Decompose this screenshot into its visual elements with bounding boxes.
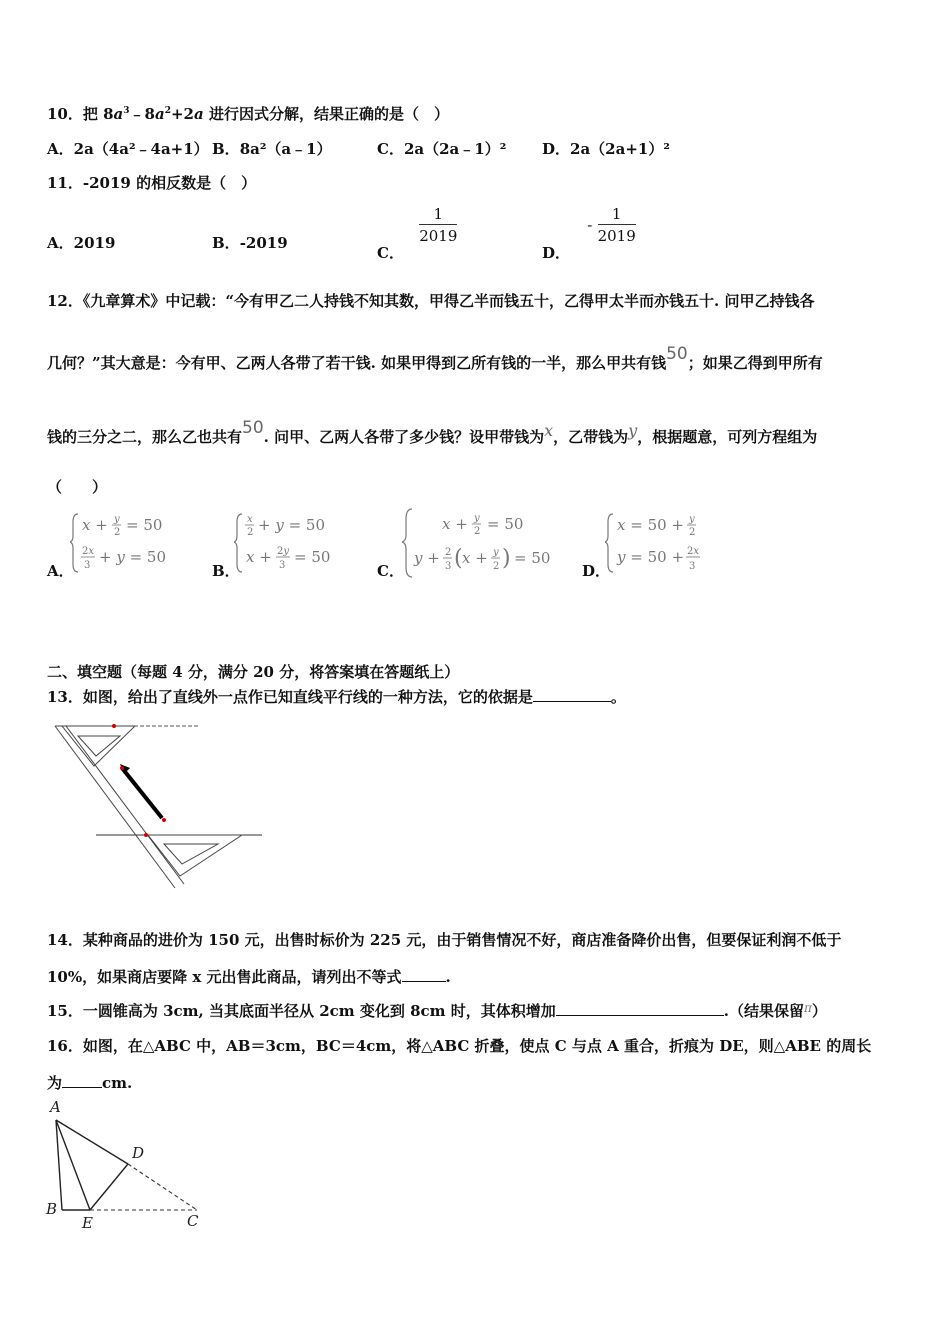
- svg-text:2: 2: [445, 547, 452, 558]
- svg-text:x +: x +: [82, 516, 108, 534]
- q11-option-a: A．2019: [47, 234, 116, 252]
- svg-text:2y: 2y: [277, 546, 290, 557]
- q12-option-c-system: [402, 505, 557, 579]
- label-b: B: [46, 1200, 58, 1218]
- q11-option-c: C． $\frac{1}{2019}$: [377, 205, 458, 262]
- svg-text:+ y = 50: + y = 50: [258, 516, 326, 534]
- q16-line2: 为 cm.: [47, 1074, 133, 1092]
- svg-text:3: 3: [689, 561, 696, 572]
- q12-line2: 几何？”其大意是：今有甲、乙两人各带了若干钱. 如果甲得到乙所有钱的一半，那么甲共有钱50；如果乙得到甲所有: [47, 344, 823, 372]
- q16-figure-triangle: [42, 1098, 212, 1234]
- svg-text:2: 2: [689, 527, 696, 538]
- svg-text:y: y: [493, 547, 499, 558]
- svg-text:3: 3: [445, 561, 452, 572]
- q11-option-b: B．-2019: [212, 234, 288, 252]
- q11-option-d: D． - $\frac{1}{2019}$: [542, 205, 636, 262]
- q10-option-c: C．2a（2a﹣1）²: [377, 140, 507, 158]
- label-d: D: [132, 1144, 145, 1162]
- svg-text:x +: x +: [442, 515, 468, 533]
- label-a: A: [50, 1098, 61, 1116]
- q10-stem: 10．把 $8a^3﹣8a^2+2a$ 进行因式分解，结果正确的是（ ）: [47, 105, 449, 123]
- svg-text:+ y = 50: + y = 50: [99, 548, 167, 566]
- svg-text:= 50: = 50: [126, 516, 163, 534]
- q12-option-c-label: C．: [377, 562, 404, 580]
- q12-option-a-system: [70, 508, 180, 576]
- svg-text:= 50: = 50: [514, 549, 551, 567]
- svg-text:= 50: = 50: [487, 515, 524, 533]
- svg-text:2: 2: [474, 526, 481, 537]
- svg-text:): ): [502, 546, 511, 571]
- svg-text:x +: x +: [462, 549, 488, 567]
- svg-text:y +: y +: [414, 549, 440, 567]
- svg-text:x +: x +: [246, 548, 272, 566]
- svg-text:2: 2: [114, 527, 121, 538]
- q12-option-a-label: A．: [47, 562, 74, 580]
- q10-option-b: B．8a²（a﹣1）: [212, 140, 332, 158]
- q12-option-d-label: D．: [582, 562, 611, 580]
- q12-option-b-system: [234, 508, 344, 576]
- q14-line1: 14．某种商品的进价为 150 元，出售时标价为 225 元，由于销售情况不好，商店准备降价出售，但要保证利润不低于: [47, 931, 842, 949]
- q15-stem: 15．一圆锥高为 3cm, 当其底面半径从 2cm 变化到 8cm 时，其体积增加 .（结果保留$^\pi$）: [47, 1001, 827, 1020]
- svg-text:2: 2: [247, 527, 254, 538]
- q10-option-d: D．2a（2a+1）²: [542, 140, 670, 158]
- q10-option-a: A．2a（4a²﹣4a+1）: [47, 140, 209, 158]
- svg-text:2: 2: [493, 561, 500, 572]
- label-e: E: [82, 1214, 93, 1232]
- svg-text:2x: 2x: [82, 546, 95, 557]
- svg-text:3: 3: [84, 560, 91, 571]
- svg-text:2x: 2x: [687, 546, 700, 557]
- svg-text:y: y: [114, 514, 120, 525]
- section-2-heading: 二、填空题（每题 4 分，满分 20 分，将答案填在答题纸上）: [47, 663, 460, 681]
- q16-line1: 16．如图，在△ABC 中，AB＝3cm，BC＝4cm，将△ABC 折叠，使点 C 与点 A 重合，折痕为 DE，则△ABE 的周长: [47, 1037, 872, 1055]
- svg-text:y: y: [689, 514, 695, 525]
- label-c: C: [187, 1212, 199, 1230]
- q13-stem: 13．如图，给出了直线外一点作已知直线平行线的一种方法，它的依据是 。: [47, 688, 626, 706]
- q13-figure-set-square: [50, 716, 265, 894]
- svg-text:x: x: [247, 514, 253, 525]
- svg-text:y: y: [474, 513, 480, 524]
- svg-text:3: 3: [279, 560, 286, 571]
- q12-option-b-label: B．: [212, 562, 240, 580]
- q11-stem: 11．-2019 的相反数是（ ）: [47, 174, 257, 192]
- svg-text:= 50: = 50: [294, 548, 331, 566]
- svg-text:y = 50 +: y = 50 +: [617, 548, 685, 566]
- svg-text:x = 50 +: x = 50 +: [617, 516, 684, 534]
- q12-answer-paren: （ ）: [47, 478, 108, 496]
- q12-line1: 12．《九章算术》中记载：“今有甲乙二人持钱不知其数，甲得乙半而钱五十，乙得甲太半而亦钱五十. 问甲乙持钱各: [47, 292, 815, 310]
- q12-line3: 钱的三分之二，那么乙也共有50. 问甲、乙两人各带了多少钱？设甲带钱为x，乙带钱为y，根据题意，可列方程组为: [47, 418, 818, 446]
- q14-line2: 10%，如果商店要降 x 元出售此商品，请列出不等式 .: [47, 968, 451, 986]
- q12-option-d-system: [605, 508, 715, 578]
- svg-text:(: (: [454, 546, 463, 571]
